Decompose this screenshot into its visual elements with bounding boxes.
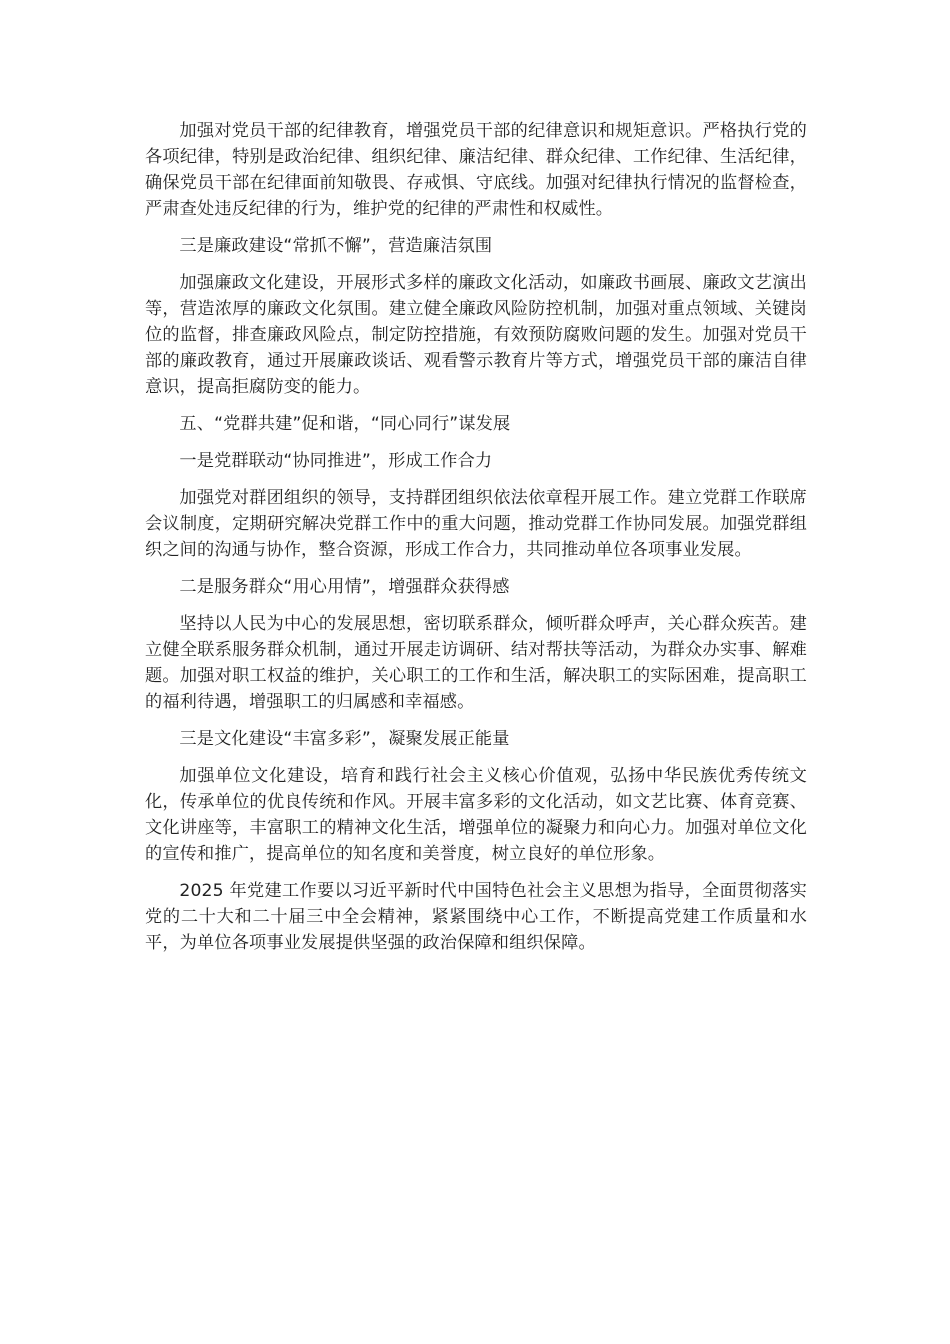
heading-cultural-building: 三是文化建设“丰富多彩”，凝聚发展正能量 bbox=[179, 729, 510, 749]
paragraph-integrity-culture: 加强廉政文化建设，开展形式多样的廉政文化活动，如廉政书画展、廉政文艺演出等，营造浓厚的廉政文化氛围。建立健全廉政风险防控机制，加强对重点领域、关键岗位的监督，排查廉政风险点，制定防控措施，有效预防腐败问题的发生。加强对党员干部的廉政教育，通过开展廉政谈话、观看警示教育片等方式，增强党员干部的廉洁自律意识，提高拒腐防变的能力。 bbox=[145, 273, 807, 397]
paragraph-conclusion: 2025 年党建工作要以习近平新时代中国特色社会主义思想为指导，全面贯彻落实党的二十大和二十届三中全会精神，紧紧围绕中心工作，不断提高党建工作质量和水平，为单位各项事业发展提供坚强的政治保障和组织保障。 bbox=[145, 881, 807, 953]
heading-integrity-building: 三是廉政建设“常抓不懈”，营造廉洁氛围 bbox=[179, 236, 493, 256]
heading-section-five: 五、“党群共建”促和谐，“同心同行”谋发展 bbox=[179, 414, 511, 434]
paragraph-cultural-building: 加强单位文化建设，培育和践行社会主义核心价值观，弘扬中华民族优秀传统文化，传承单位的优良传统和作风。开展丰富多彩的文化活动，如文艺比赛、体育竞赛、文化讲座等，丰富职工的精神文化生活，增强单位的凝聚力和向心力。加强对单位文化的宣传和推广，提高单位的知名度和美誉度，树立良好的单位形象。 bbox=[145, 766, 807, 864]
paragraph-serve-the-masses: 坚持以人民为中心的发展思想，密切联系群众，倾听群众呼声，关心群众疾苦。建立健全联系服务群众机制，通过开展走访调研、结对帮扶等活动，为群众办实事、解难题。加强对职工权益的维护，关心职工的工作和生活，解决职工的实际困难，提高职工的福利待遇，增强职工的归属感和幸福感。 bbox=[145, 614, 807, 712]
document-page bbox=[145, 118, 807, 967]
paragraph-discipline-education: 加强对党员干部的纪律教育，增强党员干部的纪律意识和规矩意识。严格执行党的各项纪律，特别是政治纪律、组织纪律、廉洁纪律、群众纪律、工作纪律、生活纪律，确保党员干部在纪律面前知敬畏、存戒惧、守底线。加强对纪律执行情况的监督检查，严肃查处违反纪律的行为，维护党的纪律的严肃性和权威性。 bbox=[145, 121, 807, 219]
heading-party-mass-linkage: 一是党群联动“协同推进”，形成工作合力 bbox=[179, 451, 493, 471]
heading-serve-the-masses: 二是服务群众“用心用情”，增强群众获得感 bbox=[179, 577, 510, 597]
paragraph-party-mass-linkage: 加强党对群团组织的领导，支持群团组织依法依章程开展工作。建立党群工作联席会议制度，定期研究解决党群工作中的重大问题，推动党群工作协同发展。加强党群组织之间的沟通与协作，整合资源，形成工作合力，共同推动单位各项事业发展。 bbox=[145, 488, 807, 560]
